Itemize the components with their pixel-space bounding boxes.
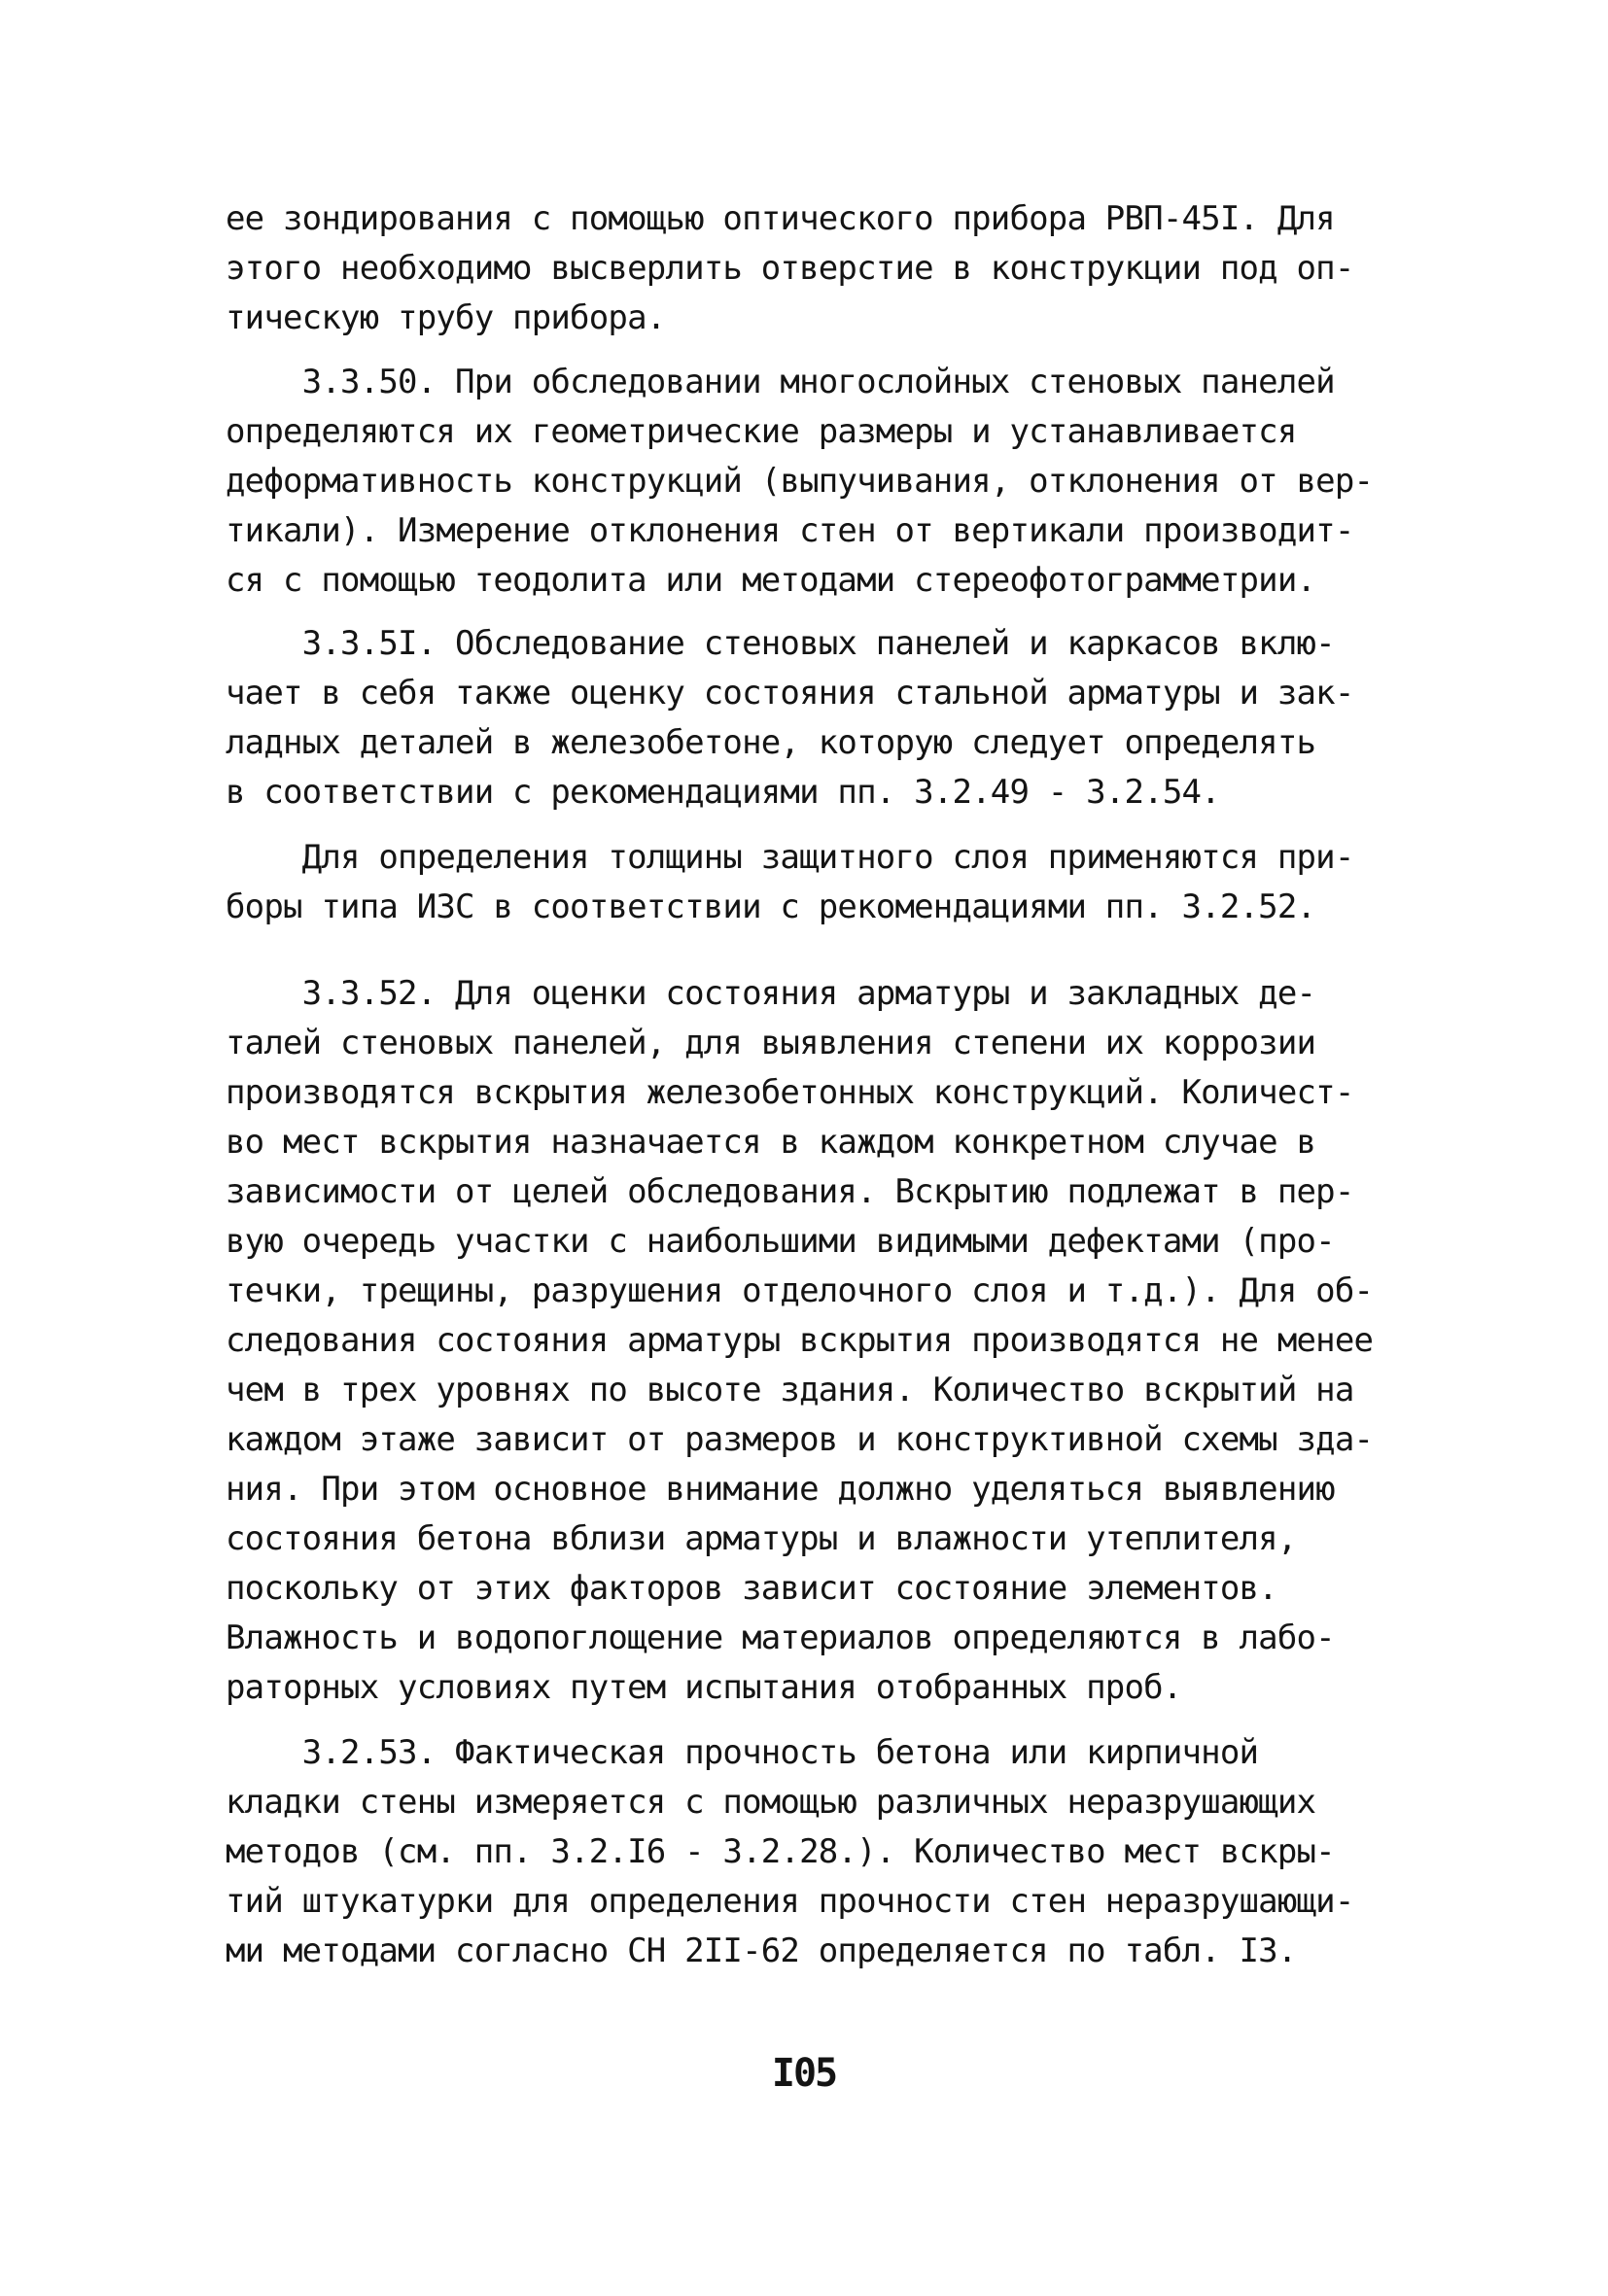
text-line: течки, трещины, разрушения отделочного слоя и т.д.). Для об- — [226, 1271, 1374, 1310]
text-line: Для определения толщины защитного слоя применяются при- — [226, 838, 1354, 877]
text-line: ся с помощью теодолита или методами стереофотограмметрии. — [226, 561, 1316, 600]
text-line: ми методами согласно СН 2II-62 определяется по табл. I3. — [226, 1931, 1297, 1970]
paragraph-3-3-52 — [226, 969, 1421, 1713]
paragraph-3-2-53 — [226, 1728, 1421, 1976]
text-line: ладных деталей в железобетоне, которую следует определять — [226, 723, 1316, 762]
paragraph-3-3-51 — [226, 619, 1421, 818]
page-number: I05 — [771, 2051, 837, 2096]
text-line: каждом этаже зависит от размеров и конструктивной схемы зда- — [226, 1420, 1374, 1459]
text-line: поскольку от этих факторов зависит состояние элементов. — [226, 1569, 1277, 1608]
text-line: вую очередь участки с наибольшими видимыми дефектами (про- — [226, 1222, 1335, 1261]
text-line: чает в себя также оценку состояния стальной арматуры и зак- — [226, 674, 1354, 713]
text-line: 3.3.5I. Обследование стеновых панелей и каркасов вклю- — [226, 624, 1335, 663]
text-line: методов (см. пп. 3.2.I6 - 3.2.28.). Количество мест вскры- — [226, 1832, 1335, 1871]
text-line: тикали). Измерение отклонения стен от вертикали производит- — [226, 511, 1354, 550]
text-line: кладки стены измеряется с помощью различных неразрушающих — [226, 1783, 1316, 1822]
text-line: ее зондирования с помощью оптического прибора РВП-45I. Для — [226, 199, 1335, 238]
text-line: талей стеновых панелей, для выявления степени их коррозии — [226, 1024, 1316, 1062]
text-line: этого необходимо высверлить отверстие в конструкции под оп- — [226, 249, 1354, 288]
text-line: во мест вскрытия назначается в каждом конкретном случае в — [226, 1123, 1316, 1162]
text-line: деформативность конструкций (выпучивания, отклонения от вер- — [226, 462, 1374, 501]
text-line: состояния бетона вблизи арматуры и влажности утеплителя, — [226, 1519, 1297, 1558]
paragraph-protective-layer — [226, 833, 1421, 932]
text-line: раторных условиях путем испытания отобранных проб. — [226, 1668, 1182, 1707]
text-line: следования состояния арматуры вскрытия производятся не менее — [226, 1321, 1374, 1360]
text-line: зависимости от целей обследования. Вскрытию подлежат в пер- — [226, 1172, 1354, 1211]
paragraph-continuation — [226, 194, 1421, 343]
text-line: 3.3.50. При обследовании многослойных стеновых панелей — [226, 363, 1335, 401]
text-line: 3.2.53. Фактическая прочность бетона или кирпичной — [226, 1733, 1259, 1772]
text-line: тий штукатурки для определения прочности стен неразрушающи- — [226, 1882, 1354, 1921]
text-line: чем в трех уровнях по высоте здания. Количество вскрытий на — [226, 1371, 1354, 1409]
text-line: ния. При этом основное внимание должно уделяться выявлению — [226, 1470, 1335, 1509]
text-line: в соответствии с рекомендациями пп. 3.2.49 - 3.2.54. — [226, 773, 1220, 812]
text-line: боры типа ИЗС в соответствии с рекомендациями пп. 3.2.52. — [226, 887, 1316, 926]
text-line: Влажность и водопоглощение материалов определяются в лабо- — [226, 1618, 1335, 1657]
text-line: определяются их геометрические размеры и устанавливается — [226, 412, 1297, 451]
paragraph-3-3-50 — [226, 358, 1421, 606]
text-line: 3.3.52. Для оценки состояния арматуры и закладных де- — [226, 974, 1316, 1013]
text-line: тическую трубу прибора. — [226, 298, 666, 337]
text-line: производятся вскрытия железобетонных конструкций. Количест- — [226, 1073, 1354, 1112]
